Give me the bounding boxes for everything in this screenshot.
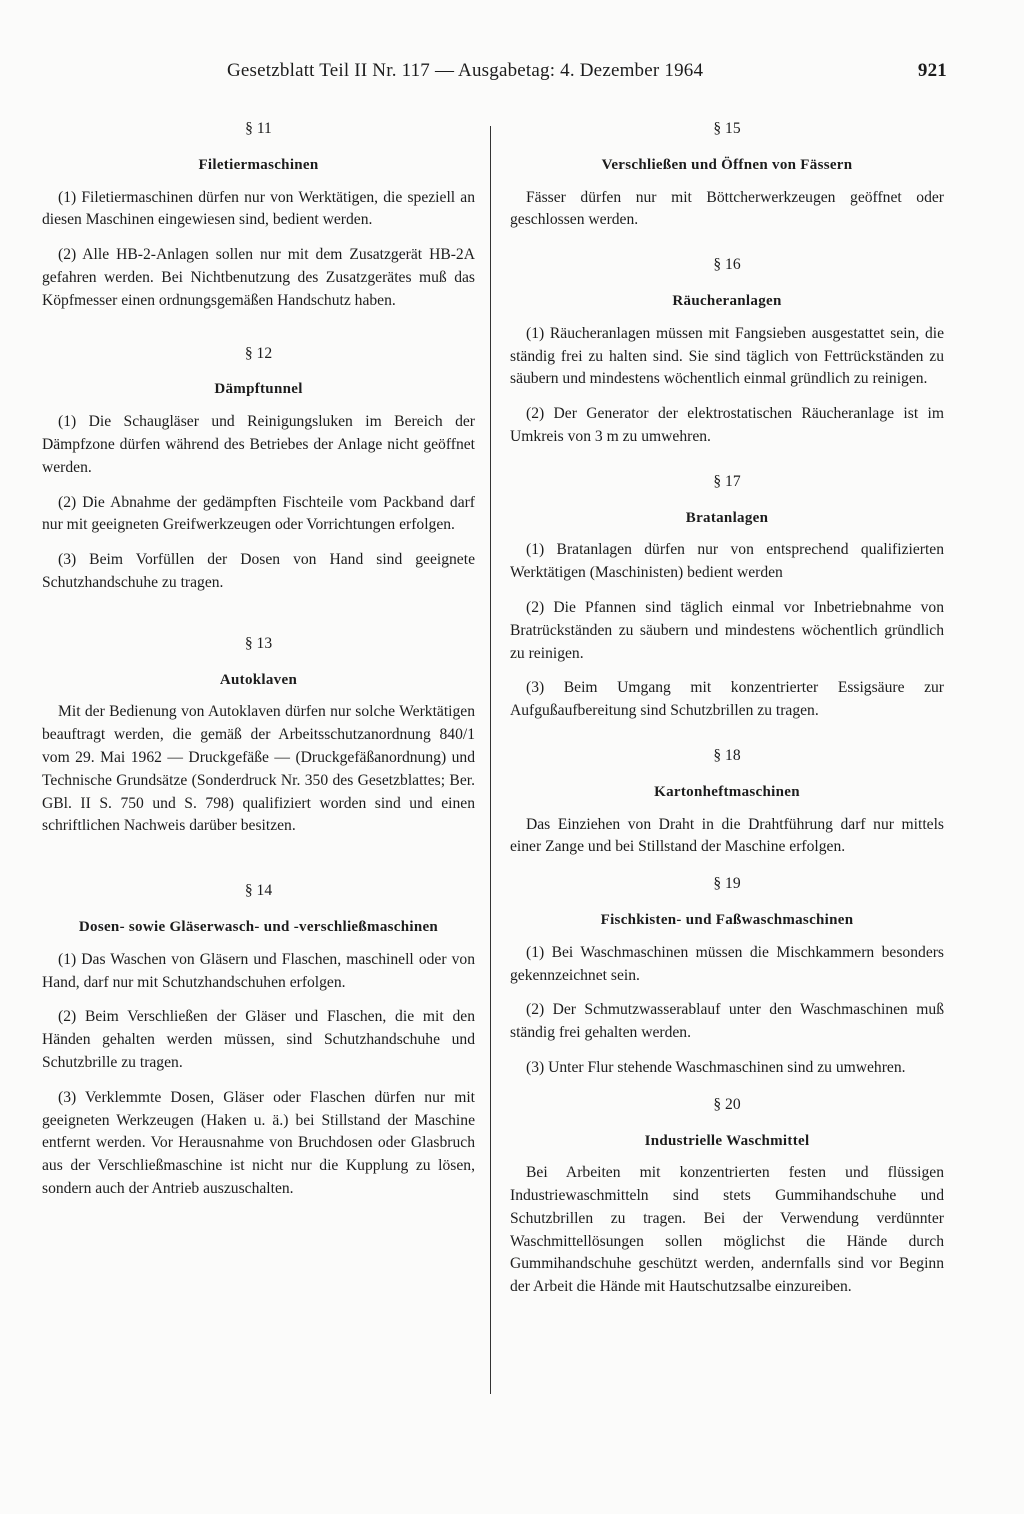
paragraph: (3) Unter Flur stehende Waschmaschinen sind zu umwehren. [526, 1058, 906, 1076]
section-number: § 12 [244, 344, 273, 362]
section-title: Räucheranlagen [672, 292, 782, 309]
section-number: § 13 [244, 634, 273, 652]
section-18 [510, 745, 944, 859]
section-15 [510, 118, 944, 232]
right-column [510, 118, 944, 1299]
paragraph: (3) Verklemmte Dosen, Gläser oder Flaschen dürfen nur mit geeigneten Werkzeugen (Haken u. ä.) bei Stillstand der Maschine entfernt werden. Vor Herausnahme von Bruchdosen oder Glasbruch aus der Verschließmaschine ist nicht nur die Kupplung zu lösen, sondern auch der Antrieb auszuschalten. [42, 1088, 475, 1197]
paragraph: (1) Bei Waschmaschinen müssen die Mischkammern besonders gekennzeichnet sein. [510, 943, 944, 984]
section-title: Industrielle Waschmittel [644, 1132, 810, 1149]
column-divider [490, 126, 491, 1394]
paragraph: (3) Beim Umgang mit konzentrierter Essigsäure zur Aufgußaufbereitung sind Schutzbrillen zu tragen. [510, 679, 944, 720]
section-16 [510, 254, 944, 449]
paragraph: Mit der Bedienung von Autoklaven dürfen nur solche Werktätigen beauftragt werden, die gemäß der Arbeitsschutzanordnung 840/1 vom 29. Mai 1962 — Druckgefäße — (Druckgefäßanordnung) und Technische Grundsätze (Sonderdruck Nr. 350 des Gesetzblattes; Ber. GBl. II S. 750 und S. 798) qualifiziert worden sind und einen schriftlichen Nachweis darüber besitzen. [42, 703, 475, 835]
paragraph: (1) Das Waschen von Gläsern und Flaschen, maschinell oder von Hand, darf nur mit Schutzhandschuhen erfolgen. [42, 950, 475, 991]
paragraph: (2) Der Generator der elektrostatischen Räucheranlage ist im Umkreis von 3 m zu umwehren. [510, 405, 944, 445]
paragraph: Fässer dürfen nur mit Böttcherwerkzeugen geöffnet oder geschlossen werden. [510, 188, 944, 229]
paragraph: (1) Filetiermaschinen dürfen nur von Werktätigen, die speziell an diesen Maschinen eingewiesen sind, bedient werden. [42, 188, 475, 229]
section-17 [510, 471, 944, 723]
paragraph: (2) Der Schmutzwasserablauf unter den Waschmaschinen muß ständig frei gehalten werden. [510, 1001, 944, 1042]
page-number: 921 [917, 60, 947, 81]
section-number: § 20 [713, 1095, 741, 1113]
section-19 [510, 873, 944, 1080]
section-title: Autoklaven [219, 671, 298, 688]
paragraph: (1) Bratanlagen dürfen nur von entsprechend qualifizierten Werktätigen (Maschinisten) bedient werden [510, 541, 944, 582]
section-number: § 17 [713, 472, 741, 490]
left-column [42, 118, 475, 1201]
paragraph: (1) Räucheranlagen müssen mit Fangsieben ausgestattet sein, die ständig frei zu halten sind. Sie sind täglich von Fettrückständen zu säubern und mindestens wöchentlich einmal gründlich zu reinigen. [510, 324, 944, 388]
paragraph: (2) Die Abnahme der gedämpften Fischteile vom Packband darf nur mit geeigneten Greifwerkzeugen oder Vorrichtungen erfolgen. [42, 493, 475, 534]
header-title: Gesetzblatt Teil II Nr. 117 — Ausgabetag: 4. Dezember 1964 [227, 60, 704, 81]
section-12 [42, 343, 475, 595]
section-title: Kartonheftmaschinen [654, 783, 800, 800]
section-number: § 19 [713, 875, 741, 893]
section-14 [42, 880, 475, 1201]
section-title: Filetiermaschinen [198, 156, 319, 173]
paragraph: Das Einziehen von Draht in die Drahtführung darf nur mittels einer Zange und bei Stillstand der Maschine erfolgen. [510, 815, 944, 856]
section-title: Dämpftunnel [214, 381, 303, 398]
section-13 [42, 633, 475, 838]
paragraph: Bei Arbeiten mit konzentrierten festen und flüssigen Industriewaschmitteln sind stets Gummihandschuhe und Schutzbrillen zu tragen. Bei der Verwendung verdünnter Waschmittellösungen sollen möglichst die Hände durch Gummihandschuhe geschützt werden, andernfalls sind vor Beginn der Arbeit die Hände mit Hautschutzsalbe einzureiben. [510, 1164, 944, 1296]
section-title: Bratanlagen [685, 509, 769, 526]
section-number: § 18 [713, 746, 741, 764]
section-title: Verschließen und Öffnen von Fässern [601, 156, 853, 173]
page-header [227, 60, 947, 88]
section-title: Dosen- sowie Gläserwasch- und -verschließmaschinen [78, 918, 439, 935]
section-11 [42, 118, 475, 313]
paragraph: (3) Beim Vorfüllen der Dosen von Hand sind geeignete Schutzhandschuhe zu tragen. [42, 551, 475, 591]
section-number: § 16 [713, 256, 741, 274]
paragraph: (2) Die Pfannen sind täglich einmal vor Inbetriebnahme von Bratrückständen zu säubern und mindestens wöchentlich gründlich zu reinigen. [510, 598, 944, 662]
section-number: § 11 [245, 120, 272, 137]
paragraph: (2) Beim Verschließen der Gläser und Flaschen, die mit den Händen gehalten werden müssen, sind Schutzhandschuhe und Schutzbrille zu tragen. [42, 1008, 475, 1071]
section-number: § 14 [244, 882, 273, 900]
paragraph: (2) Alle HB-2-Anlagen sollen nur mit dem Zusatzgerät HB-2A gefahren werden. Bei Nichtbenutzung des Zusatzgerätes muß das Köpfmesser einen ordnungsgemäßen Handschutz haben. [42, 246, 475, 309]
section-number: § 15 [713, 120, 741, 137]
section-title: Fischkisten- und Faßwaschmaschinen [600, 911, 854, 928]
section-20 [510, 1094, 944, 1299]
paragraph: (1) Die Schaugläser und Reinigungsluken im Bereich der Dämpfzone dürfen während des Betriebes der Anlage nicht geöffnet werden. [42, 413, 475, 476]
